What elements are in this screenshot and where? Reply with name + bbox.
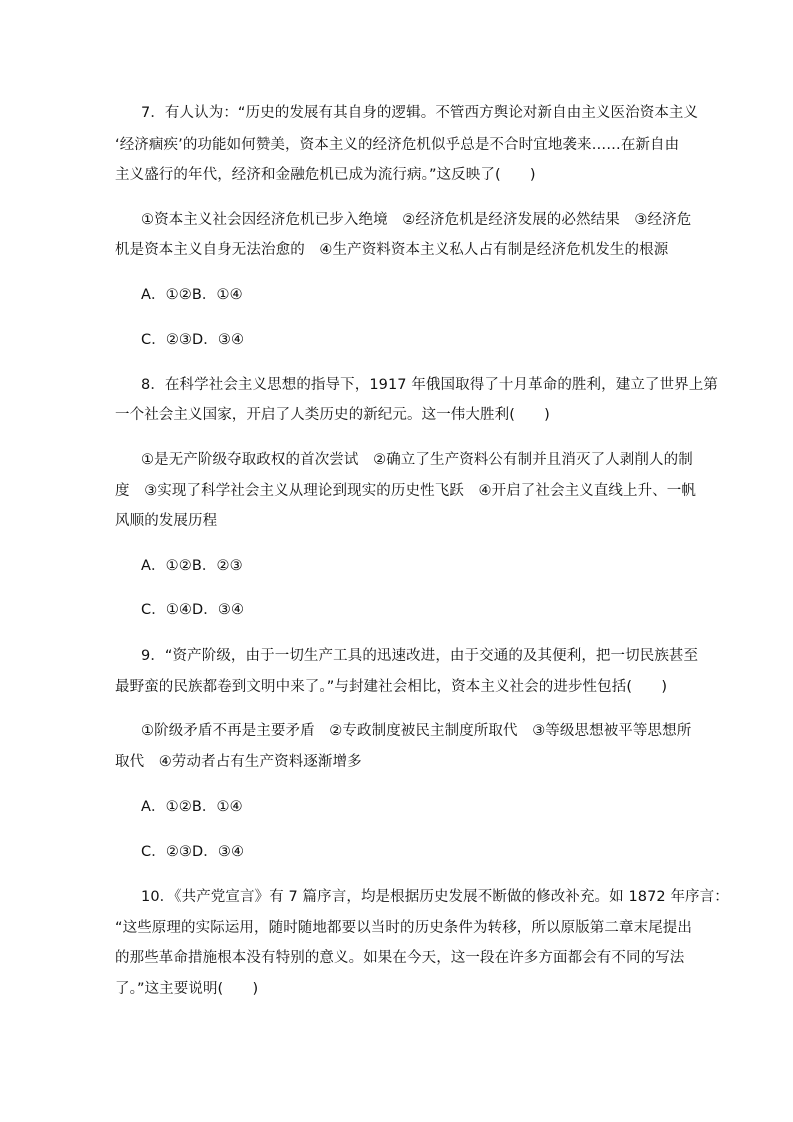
q7-stem-line-3: 主义盛行的年代，经济和金融危机已成为流行病。”这反映了( ) [115,167,536,183]
q7-statements-line-1: ①资本主义社会因经济危机已步入绝境 ②经济危机是经济发展的必然结果 ③经济危 [141,212,692,228]
q9-statements-line-2: 取代 ④劳动者占有生产资料逐渐增多 [115,754,362,770]
q8-option-row-1: A．①②B．②③ [141,558,243,574]
q8-statements-line-3: 风顺的发展历程 [115,513,218,529]
q7-stem-line-2: ‘经济痼疾’的功能如何赞美，资本主义的经济危机似乎总是不合时宜地袭来……在新自由 [115,137,680,153]
q7-option-row-2: C．②③D．③④ [141,332,245,348]
q8-statements-line-1: ①是无产阶级夺取政权的首次尝试 ②确立了生产资料公有制并且消灭了人剥削人的制 [141,452,693,468]
q8-option-row-2: C．①④D．③④ [141,602,245,618]
q8-statements-line-2: 度 ③实现了科学社会主义从理论到现实的历史性飞跃 ④开启了社会主义直线上升、一帆 [115,483,696,499]
q9-option-row-1: A．①②B．①④ [141,799,243,815]
q9-option-row-2: C．②③D．③④ [141,844,245,860]
q7-statements-line-2: 机是资本主义自身无法治愈的 ④生产资料资本主义私人占有制是经济危机发生的根源 [115,242,669,258]
q8-stem-line-1: 8．在科学社会主义思想的指导下，1917 年俄国取得了十月革命的胜利，建立了世界上第 [141,377,718,393]
q10-stem-line-4: 了。”这主要说明( ) [115,981,259,997]
q9-stem-line-1: 9．“资产阶级，由于一切生产工具的迅速改进，由于交通的及其便利，把一切民族甚至 [141,648,699,664]
q8-stem-line-2: 一个社会主义国家，开启了人类历史的新纪元。这一伟大胜利( ) [115,407,550,423]
q10-stem-line-3: 的那些革命措施根本没有特别的意义。如果在今天，这一段在许多方面都会有不同的写法 [115,950,685,966]
q10-stem-line-2: “这些原理的实际运用，随时随地都要以当时的历史条件为转移，所以原版第二章末尾提出 [115,920,693,936]
q7-stem-line-1: 7．有人认为：“历史的发展有其自身的逻辑。不管西方舆论对新自由主义医治资本主义 [141,105,699,121]
q9-statements-line-1: ①阶级矛盾不再是主要矛盾 ②专政制度被民主制度所取代 ③等级思想被平等思想所 [141,723,692,739]
q9-stem-line-2: 最野蛮的民族都卷到文明中来了。”与封建社会相比，资本主义社会的进步性包括( ) [115,679,668,695]
q7-option-row-1: A．①②B．①④ [141,287,243,303]
q10-stem-line-1: 10．《共产党宣言》有 7 篇序言，均是根据历史发展不断做的修改补充。如 1872 年序言： [141,889,729,905]
